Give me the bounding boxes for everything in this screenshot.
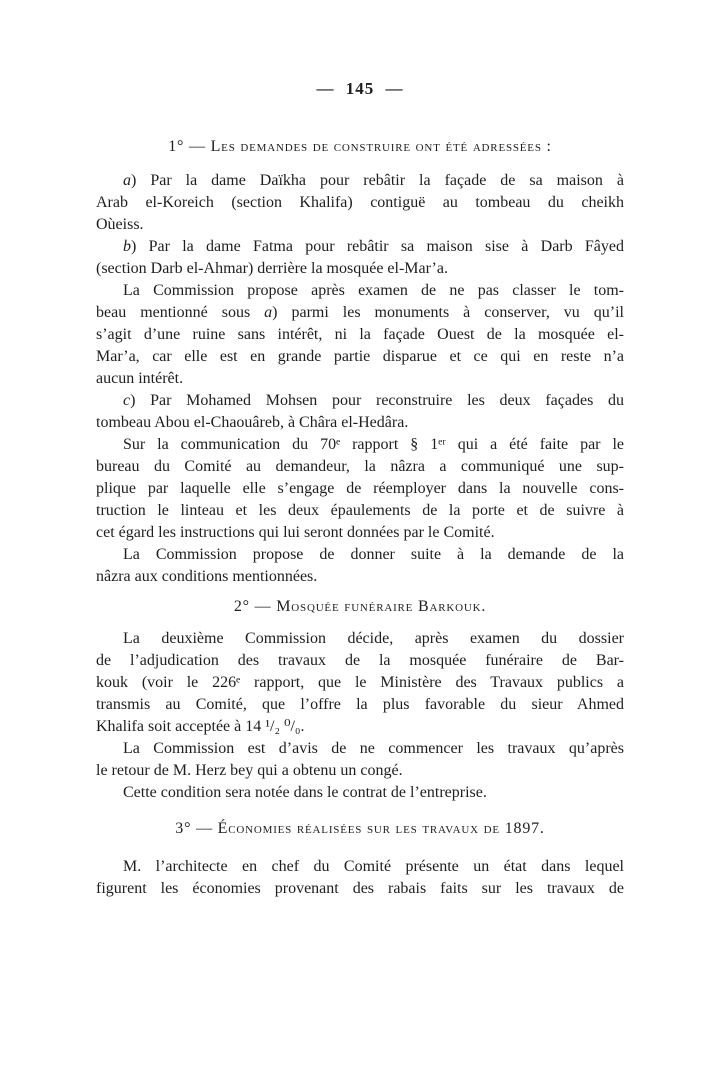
paragraph — [96, 782, 624, 804]
paragraph — [96, 738, 624, 782]
text-line: de l’adjudication des travaux de la mosquée funéraire de Bar- — [96, 652, 624, 669]
paragraph — [96, 434, 624, 544]
text-line: La deuxième Commission décide, après examen du dossier — [123, 630, 624, 647]
text-line: Sur la communication du 70ᵉ rapport § 1ᵉʳ qui a été faite par le — [123, 436, 624, 453]
text-line: tombeau Abou el-Chaouâreb, à Châra el-Hedâra. — [96, 414, 409, 431]
text-block — [96, 78, 624, 900]
text-line: Oùeiss. — [96, 216, 144, 233]
text-line: La Commission propose après examen de ne pas classer le tom- — [123, 282, 624, 299]
paragraph — [96, 390, 624, 434]
text-line: figurent les économies provenant des rabais faits sur les travaux de — [96, 880, 624, 897]
text-line: plique par laquelle elle s’engage de réemployer dans la nouvelle cons- — [96, 480, 624, 497]
text-line: truction le linteau et les deux épaulements de la porte et de suivre à — [96, 502, 624, 519]
section-heading: 3° — Économies réalisées sur les travaux de 1897. — [175, 820, 545, 837]
section-heading: 1° — Les demandes de construire ont été adressées : — [168, 138, 552, 155]
text-line: bureau du Comité au demandeur, la nâzra a communiqué une sup- — [96, 458, 624, 475]
text-line: (section Darb el-Ahmar) derrière la mosquée el-Mar’a. — [96, 260, 448, 277]
text-line: s’agit d’une ruine sans intérêt, ni la façade Ouest de la mosquée el- — [96, 326, 624, 343]
paragraph — [96, 856, 624, 900]
text-line: La Commission est d’avis de ne commencer les travaux qu’après — [123, 740, 624, 757]
paragraph — [96, 236, 624, 280]
text-line: Khalifa soit acceptée à 14 ¹/₂ ⁰/₀. — [96, 718, 305, 735]
text-line: le retour de M. Herz bey qui a obtenu un congé. — [96, 762, 403, 779]
text-line: transmis au Comité, que l’offre la plus favorable du sieur Ahmed — [96, 696, 624, 713]
page-number: — 145 — — [316, 79, 404, 98]
paragraph — [96, 170, 624, 236]
text-line: Arab el-Koreich (section Khalifa) contiguë au tombeau du cheikh — [96, 194, 624, 211]
paragraph — [96, 628, 624, 738]
text-line: c) Par Mohamed Mohsen pour reconstruire les deux façades du — [123, 392, 624, 409]
text-line: kouk (voir le 226ᵉ rapport, que le Ministère des Travaux publics a — [96, 674, 624, 691]
text-line: La Commission propose de donner suite à la demande de la — [123, 546, 624, 563]
text-line: Mar’a, car elle est en grande partie disparue et ce qui en reste n’a — [96, 348, 624, 365]
paragraph — [96, 280, 624, 390]
paragraph — [96, 544, 624, 588]
page-body — [96, 136, 624, 900]
text-line: Cette condition sera notée dans le contrat de l’entreprise. — [123, 784, 487, 801]
text-line: M. l’architecte en chef du Comité présente un état dans lequel — [123, 858, 624, 875]
text-line: a) Par la dame Daïkha pour rebâtir la façade de sa maison à — [123, 172, 624, 189]
text-line: nâzra aux conditions mentionnées. — [96, 568, 318, 585]
text-line: aucun intérêt. — [96, 370, 184, 387]
section-heading: 2° — Mosquée funéraire Barkouk. — [233, 598, 487, 615]
text-line: beau mentionné sous a) parmi les monuments à conserver, vu qu’il — [96, 304, 624, 321]
text-line: cet égard les instructions qui lui seront données par le Comité. — [96, 524, 495, 541]
text-line: b) Par la dame Fatma pour rebâtir sa maison sise à Darb Fâyed — [123, 238, 624, 255]
